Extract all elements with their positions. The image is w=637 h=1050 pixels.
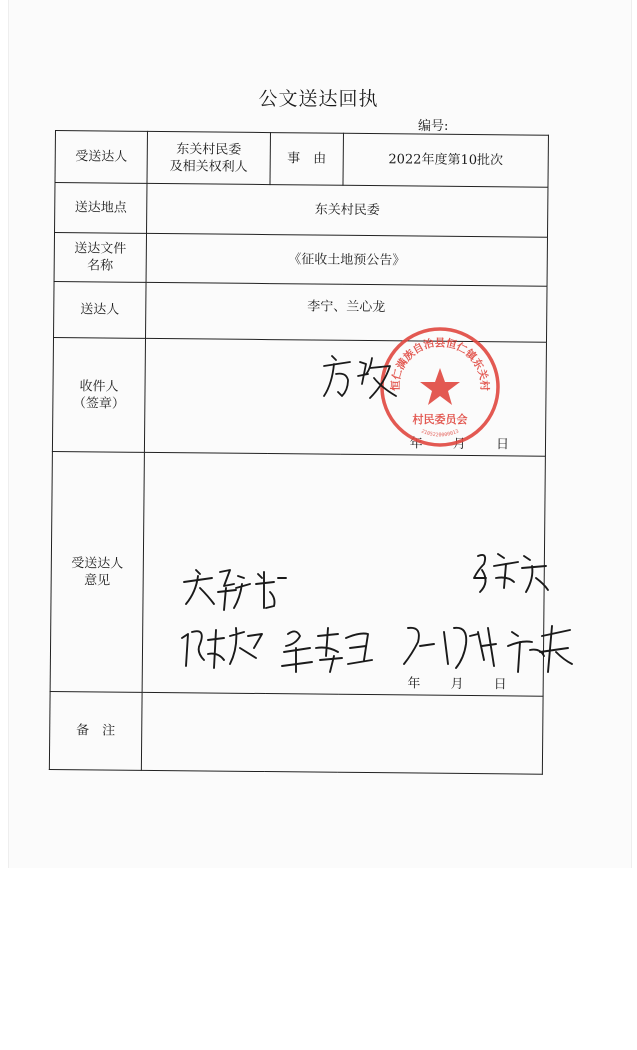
receiver-label-line2: （签章） — [72, 395, 125, 412]
recipient-value-line2: 及相关权利人 — [169, 158, 248, 175]
receiver-label — [52, 337, 145, 452]
opinion-label-line2: 意见 — [84, 572, 111, 589]
opinion-label — [50, 451, 144, 692]
opinion-date-day: 日 — [493, 677, 507, 693]
star-icon — [420, 368, 460, 405]
row-opinion — [50, 451, 545, 696]
matter-label: 事 由 — [270, 133, 343, 186]
recipient-value-line1: 东关村民委 — [176, 141, 242, 158]
seal-number: 2105220000013 — [420, 428, 460, 439]
official-seal-stamp — [377, 324, 503, 450]
row-place — [55, 183, 548, 238]
document-label-line2: 名称 — [87, 258, 114, 274]
row-recipient — [55, 131, 548, 188]
opinion-date — [407, 675, 506, 693]
place-value: 东关村民委 — [147, 183, 548, 237]
opinion-area — [142, 452, 545, 696]
document-title: 公文送达回执 — [258, 88, 379, 110]
document-label — [54, 233, 146, 283]
receiver-label-line1: 收件人 — [79, 378, 119, 395]
document-label-line1: 送达文件 — [74, 241, 127, 257]
recipient-label: 受送达人 — [55, 131, 147, 184]
sender-value: 李宁、兰心龙 — [146, 282, 548, 342]
recipient-value — [147, 131, 270, 184]
seal-bottom-text: 村民委员会 — [412, 413, 468, 426]
opinion-date-year: 年 — [407, 676, 421, 692]
seal-top-text: 恒仁满族自治县恒仁镇东关村 — [389, 337, 491, 392]
remarks-label: 备 注 — [49, 691, 142, 770]
place-label: 送达地点 — [55, 183, 147, 234]
serial-number-label: 编号: — [418, 119, 449, 134]
receiver-date-year: 年 — [409, 436, 423, 452]
row-document — [54, 233, 547, 287]
matter-value: 2022年度第10批次 — [343, 133, 548, 187]
remarks-value — [141, 692, 543, 774]
receiver-date-day: 日 — [495, 437, 510, 453]
row-remarks — [49, 691, 543, 774]
receipt-table — [49, 130, 549, 775]
sender-label: 送达人 — [54, 281, 147, 338]
receiver-date-month: 月 — [452, 436, 466, 452]
opinion-date-month: 月 — [450, 676, 464, 692]
opinion-label-line1: 受送达人 — [71, 555, 124, 572]
document-value: 《征收土地预公告》 — [146, 233, 547, 286]
